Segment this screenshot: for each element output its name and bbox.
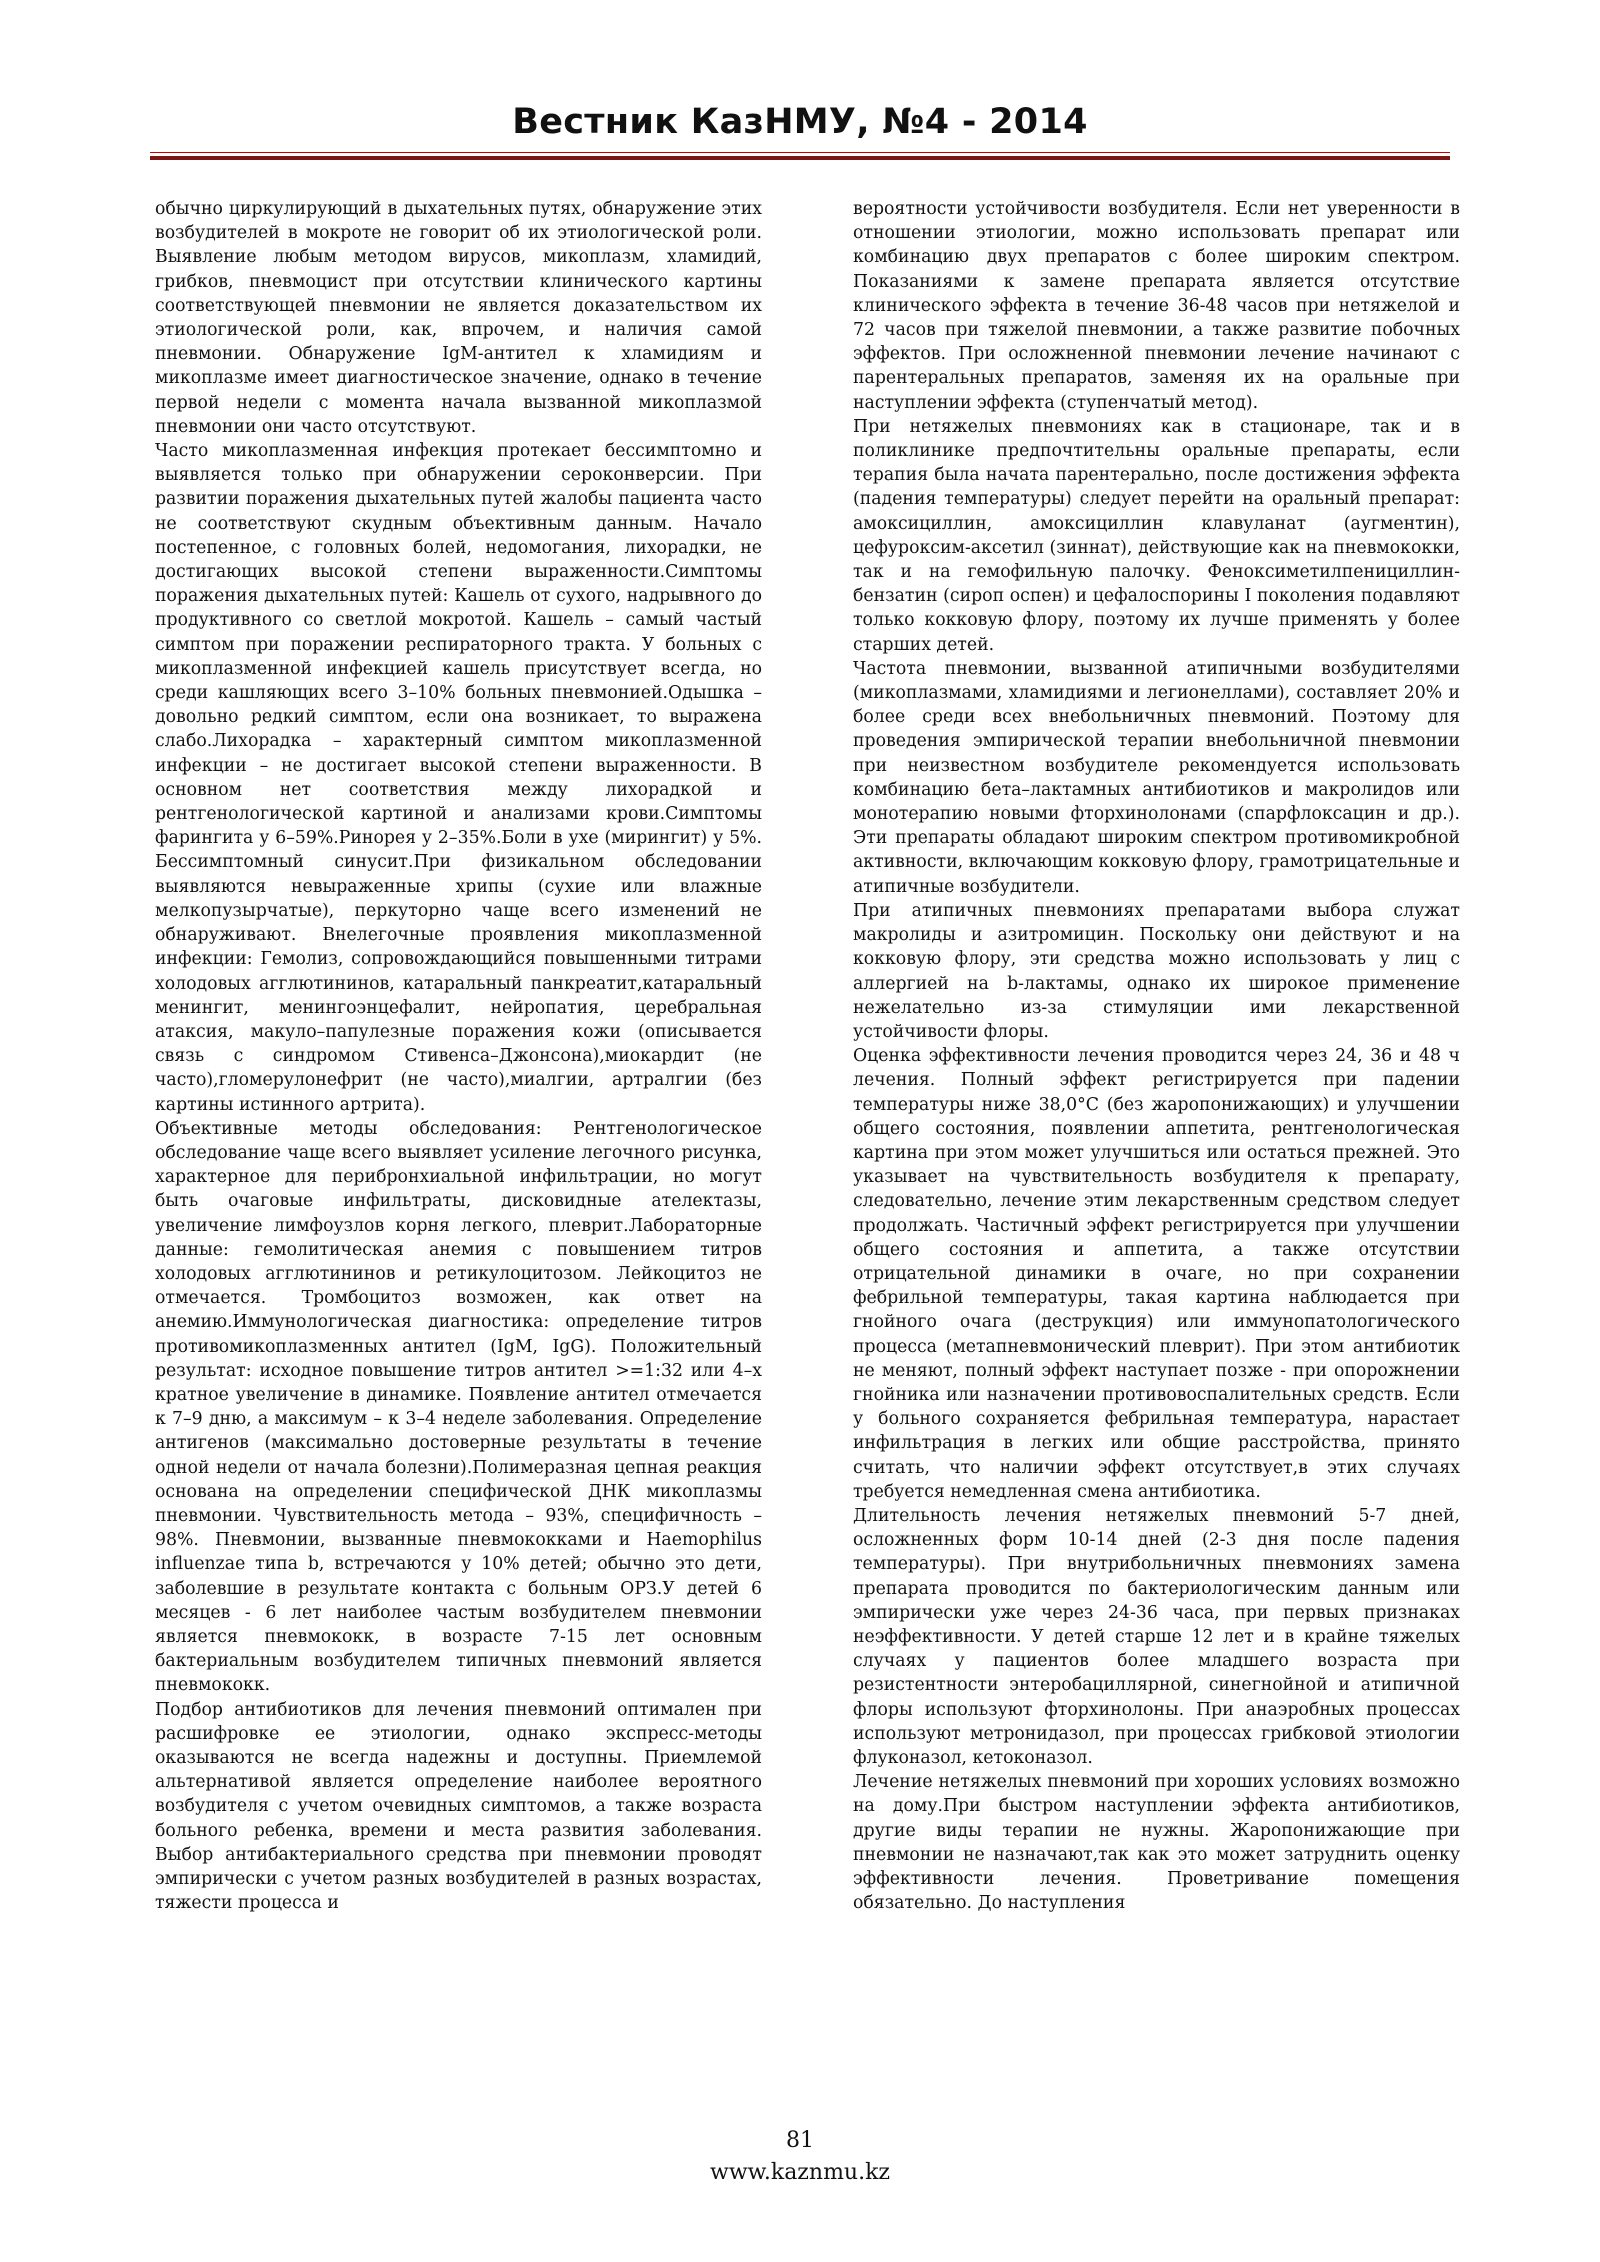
paragraph: Оценка эффективности лечения проводится через 24, 36 и 48 ч лечения. Полный эффект регистрируется при падении температуры ниже 38,0°С (без жаропонижающих) и улучшении общего состояния, появлении аппетита, рентгенологическая картина при этом может улучшиться или остаться прежней. Это указывает на чувствительность возбудителя к препарату, следовательно, лечение этим лекарственным средством следует продолжать. Частичный эффект регистрируется при улучшении общего состояния и аппетита, а также отсутствии отрицательной динамики в очаге, но при сохранении фебрильной температуры, такая картина наблюдается при гнойного очага (деструкция) или иммунопатологического процесса (метапневмонический плеврит). При этом антибиотик не меняют, полный эффект наступает позже - при опорожнении гнойника или назначении противовоспалительных средств. Если у больного сохраняется фебрильная температура, нарастает инфильтрация в легких или общие расстройства, принято считать, что наличии эффект отсутствует,в этих случаях требуется немедленная смена антибиотика. [853, 1046, 1460, 1502]
paragraph: обычно циркулирующий в дыхательных путях, обнаружение этих возбудителей в мокроте не говорит об их этиологической роли. Выявление любым методом вирусов, микоплазм, хламидий, грибков, пневмоцист при отсутствии клинического картины соответствующей пневмонии не является доказательством их этиологической роли, как, впрочем, и наличия самой пневмонии. Обнаружение IgM-антител к хламидиям и микоплазме имеет диагностическое значение, однако в течение первой недели с момента начала вызванной микоплазмой пневмонии они часто отсутствуют. [155, 199, 762, 437]
left-column [155, 197, 762, 1915]
paragraph: Частота пневмонии, вызванной атипичными возбудителями (микоплазмами, хламидиями и легионеллами), составляет 20% и более среди всех внебольничных пневмоний. Поэтому для проведения эмпирической терапии внебольничной пневмонии при неизвестном возбудителе рекомендуется использовать комбинацию бета–лактамных антибиотиков и макролидов или монотерапию новыми фторхинолонами (спарфлоксацин и др.). Эти препараты обладают широким спектром противомикробной активности, включающим кокковую флору, грамотрицательные и атипичные возбудители. [853, 658, 1460, 897]
right-column [853, 197, 1460, 1915]
paragraph: При атипичных пневмониях препаратами выбора служат макролиды и азитромицин. Поскольку они действуют и на кокковую флору, эти средства можно использовать у лиц с аллергией на b-лактамы, однако их широкое применение нежелательно из-за стимуляции ими лекарственной устойчивости флоры. [853, 900, 1460, 1042]
paragraph: Часто микоплазменная инфекция протекает бессимптомно и выявляется только при обнаружении сероконверсии. При развитии поражения дыхательных путей жалобы пациента часто не соответствуют скудным объективным данным. Начало постепенное, с головных болей, недомогания, лихорадки, не достигающих высокой степени выраженности.Симптомы поражения дыхательных путей: Кашель от сухого, надрывного до продуктивного со светлой мокротой. Кашель – самый частый симптом при поражении респираторного тракта. У больных с микоплазменной инфекцией кашель присутствует всегда, но среди кашляющих всего 3–10% больных пневмонией.Одышка – довольно редкий симптом, если она возникает, то выражена слабо.Лихорадка – характерный симптом микоплазменной инфекции – не достигает высокой степени выраженности. В основном нет соответствия между лихорадкой и рентгенологической картиной и анализами крови.Симптомы фарингита у 6–59%.Ринорея у 2–35%.Боли в ухе (мирингит) у 5%. Бессимптомный синусит.При физикальном обследовании выявляются невыраженные хрипы (сухие или влажные мелкопузырчатые), перкуторно чаще всего изменений не обнаруживают. Внелегочные проявления микоплазменной инфекции: Гемолиз, сопровождающийся повышенными титрами холодовых агглютининов, катаральный панкреатит,катаральный менингит, менингоэнцефалит, нейропатия, церебральная атаксия, макуло–папулезные поражения кожи (описывается связь с синдромом Стивенса–Джонсона),миокардит (не часто),гломерулонефрит (не часто),миалгии, артралгии (без картины истинного артрита). [155, 441, 762, 1115]
paragraph: Подбор антибиотиков для лечения пневмоний оптимален при расшифровке ее этиологии, однако экспресс-методы оказываются не всегда надежны и доступны. Приемлемой альтернативой является определение наиболее вероятного возбудителя с учетом очевидных симптомов, а также возраста больного ребенка, времени и места развития заболевания. Выбор антибактериального средства при пневмонии проводят эмпирически с учетом разных возбудителей в разных возрастах, тяжести процесса и [155, 1699, 762, 1914]
page-number: 81 [786, 2128, 814, 2153]
paragraph: Длительность лечения нетяжелых пневмоний 5-7 дней, осложненных форм 10-14 дней (2-3 дня после падения температуры). При внутрибольничных пневмониях замена препарата проводится по бактериологическим данным или эмпирически уже через 24-36 часа, при первых признаках неэффективности. У детей старше 12 лет и в крайне тяжелых случаях у пациентов более младшего возраста при резистентности энтеробациллярной, синегнойной и атипичной флоры используют фторхинолоны. При анаэробных процессах используют метронидазол, при процессах грибковой этиологии флуконазол, кетоконазол. [853, 1505, 1460, 1768]
site-url: www.kaznmu.kz [709, 2160, 891, 2185]
page-header [150, 100, 1450, 144]
paragraph: Объективные методы обследования: Рентгенологическое обследование чаще всего выявляет усиление легочного рисунка, характерное для перибронхиальной инфильтрации, но могут быть очаговые инфильтраты, дисковидные ателектазы, увеличение лимфоузлов корня легкого, плеврит.Лабораторные данные: гемолитическая анемия с повышением титров холодовых агглютининов и ретикулоцитозом. Лейкоцитоз не отмечается. Тромбоцитоз возможен, как ответ на анемию.Иммунологическая диагностика: определение титров противомикоплазменных антител (IgM, IgG). Положительный результат: исходное повышение титров антител >=1:32 или 4–х кратное увеличение в динамике. Появление антител отмечается к 7–9 дню, а максимум – к 3–4 неделе заболевания. Определение антигенов (максимально достоверные результаты в течение одной недели от начала болезни).Полимеразная цепная реакция основана на определении специфической ДНК микоплазмы пневмонии. Чувствительность метода – 93%, специфичность – 98%. Пневмонии, вызванные пневмококками и Haemophilus influenzae типа b, встречаются у 10% детей; обычно это дети, заболевшие в результате контакта с больным ОРЗ.У детей 6 месяцев - 6 лет наиболее частым возбудителем пневмонии является пневмококк, в возрасте 7-15 лет основным бактериальным возбудителем типичных пневмоний является пневмококк. [155, 1118, 762, 1696]
paragraph: При нетяжелых пневмониях как в стационаре, так и в поликлинике предпочтительны оральные препараты, если терапия была начата парентерально, после достижения эффекта (падения температуры) следует перейти на оральный препарат: амоксициллин, амоксициллин клавуланат (аугментин), цефуроксим-аксетил (зиннат), действующие как на пневмококки, так и на гемофильную палочку. Феноксиметилпенициллин-бензатин (сироп оспен) и цефалоспорины I поколения подавляют только кокковую флору, поэтому их лучше применять у более старших детей. [853, 416, 1460, 655]
header-rule-thin [150, 152, 1450, 153]
paragraph: Лечение нетяжелых пневмоний при хороших условиях возможно на дому.При быстром наступлении эффекта антибиотиков, другие виды терапии не нужны. Жаропонижающие при пневмонии не назначают,так как это может затруднить оценку эффективности лечения. Проветривание помещения обязательно. До наступления [853, 1772, 1460, 1914]
paragraph: вероятности устойчивости возбудителя. Если нет уверенности в отношении этиологии, можно использовать препарат или комбинацию двух препаратов с более широким спектром. Показаниями к замене препарата является отсутствие клинического эффекта в течение 36-48 часов при нетяжелой и 72 часов при тяжелой пневмонии, а также развитие побочных эффектов. При осложненной пневмонии лечение начинают с парентеральных препаратов, заменяя их на оральные при наступлении эффекта (ступенчатый метод). [853, 199, 1460, 413]
journal-title: Вестник КазНМУ, №4 - 2014 [512, 102, 1088, 142]
header-rule-thick [150, 156, 1450, 160]
